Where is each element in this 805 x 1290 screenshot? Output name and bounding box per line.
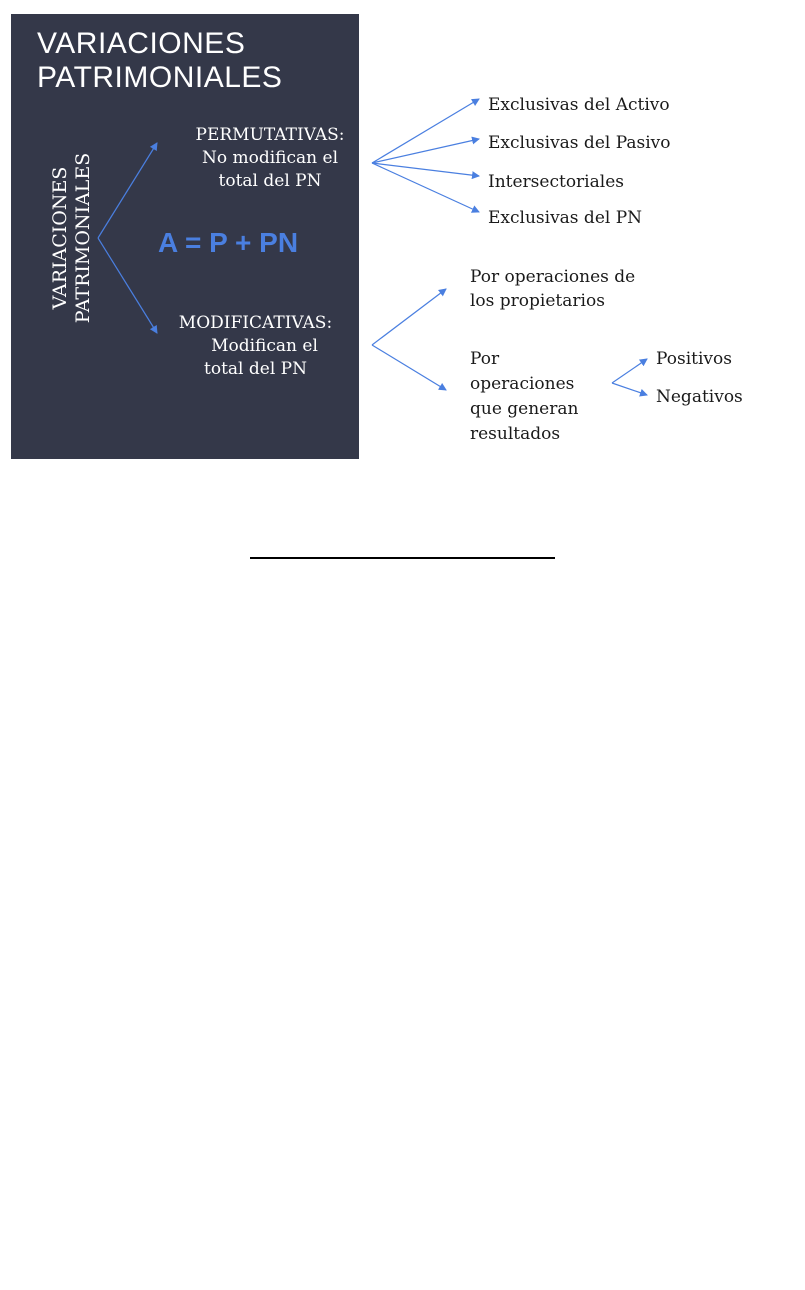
permutativa-intersectoriales: Intersectoriales: [488, 172, 624, 192]
resultados-line-1: Por: [470, 349, 500, 369]
arrow-to-modificativas: [98, 238, 157, 333]
vertical-label-line-2: PATRIMONIALES: [72, 152, 94, 324]
permutativas-heading: PERMUTATIVAS:: [195, 125, 345, 145]
arrow-to-propietarios: [372, 289, 446, 345]
propietarios-line-2: los propietarios: [470, 291, 605, 311]
permutativas-desc-1: No modifican el: [201, 148, 339, 168]
arrow-to-exclusivas-pasivo: [372, 139, 479, 163]
resultados-line-3: que generan: [470, 399, 579, 419]
arrow-to-negativos: [612, 383, 647, 395]
arrow-to-resultados: [372, 345, 446, 390]
modificativas-desc-2: total del PN: [204, 359, 307, 379]
arrow-to-permutativas: [98, 143, 157, 238]
arrow-to-intersectoriales: [372, 163, 479, 176]
arrow-to-exclusivas-pn: [372, 163, 479, 212]
vertical-label-line-1: VARIACIONES: [49, 166, 71, 310]
panel-title-line-2: PATRIMONIALES: [37, 61, 283, 94]
resultados-line-2: operaciones: [470, 374, 575, 394]
resultados-line-4: resultados: [470, 424, 561, 444]
horizontal-rule: [250, 557, 555, 559]
permutativa-exclusivas-pasivo: Exclusivas del Pasivo: [488, 133, 671, 153]
arrow-to-exclusivas-activo: [372, 99, 479, 163]
permutativa-exclusivas-pn: Exclusivas del PN: [488, 208, 643, 228]
permutativa-exclusivas-activo: Exclusivas del Activo: [488, 95, 670, 115]
resultado-positivos: Positivos: [656, 349, 732, 369]
permutativas-desc-2: total del PN: [218, 171, 322, 191]
accounting-equation: A = P + PN: [158, 227, 299, 258]
modificativas-desc-1: Modifican el: [211, 336, 318, 356]
modificativas-heading: MODIFICATIVAS:: [178, 313, 333, 333]
panel-title-line-1: VARIACIONES: [37, 27, 246, 60]
arrow-to-positivos: [612, 359, 647, 383]
resultado-negativos: Negativos: [656, 387, 743, 407]
propietarios-line-1: Por operaciones de: [470, 267, 636, 287]
